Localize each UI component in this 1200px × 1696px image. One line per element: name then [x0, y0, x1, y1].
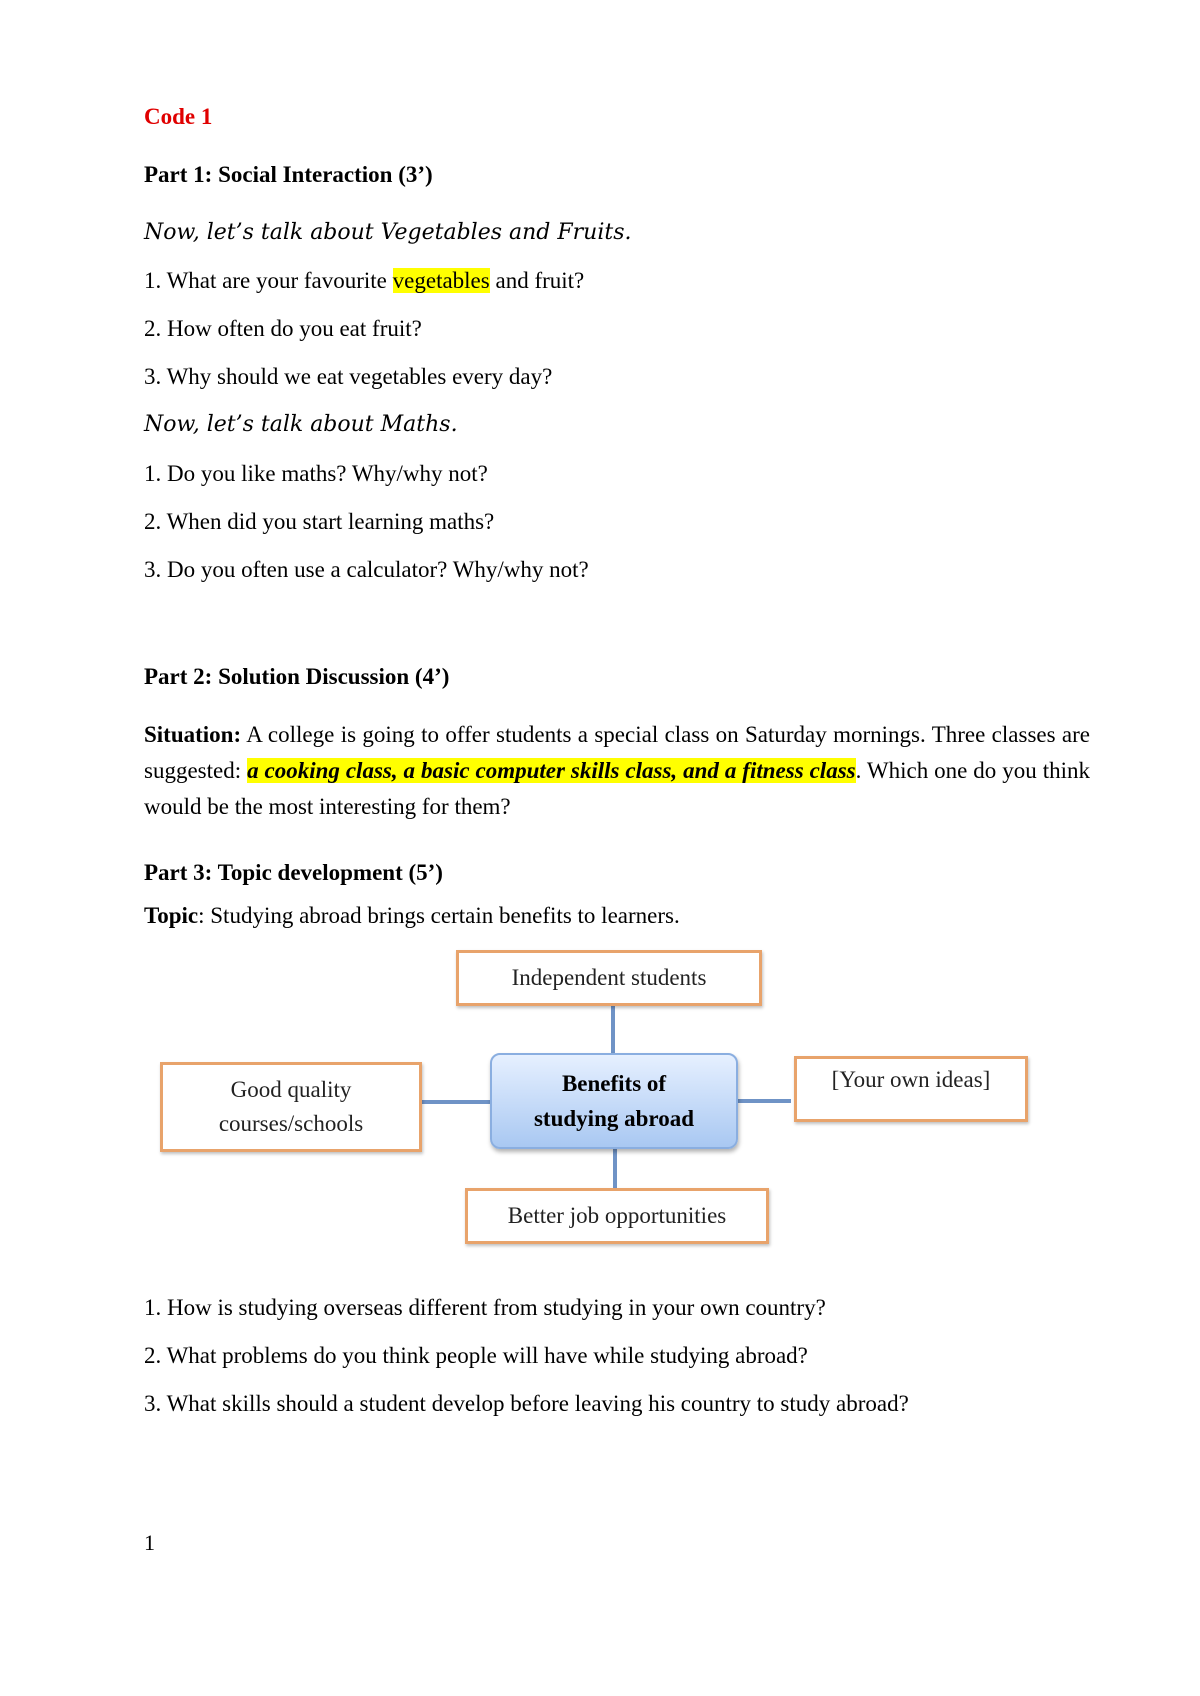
part3-question-3: 3. What skills should a student develop before leaving his country to study abroad? — [144, 1391, 909, 1416]
topic-text: : Studying abroad brings certain benefits to learners. — [198, 903, 680, 928]
connector-left — [422, 1100, 490, 1104]
topic-intro-maths: Now, let’s talk about Maths. — [144, 412, 458, 437]
connector-right — [735, 1099, 791, 1103]
part1-heading: Part 1: Social Interaction (3’) — [144, 162, 433, 187]
part1-question-4: 1. Do you like maths? Why/why not? — [144, 461, 488, 486]
code-label: Code 1 — [144, 104, 213, 129]
idea-box-top: Independent students — [456, 950, 762, 1006]
question-text: and fruit? — [489, 268, 585, 293]
highlighted-word: vegetables — [392, 268, 490, 293]
question-text: 1. What are your favourite — [144, 268, 393, 293]
center-node-label: Benefits of studying abroad — [533, 1071, 694, 1131]
part3-question-2: 2. What problems do you think people will have while studying abroad? — [144, 1343, 808, 1368]
part1-question-2: 2. How often do you eat fruit? — [144, 316, 422, 341]
part1-question-6: 3. Do you often use a calculator? Why/why not? — [144, 557, 589, 582]
situation-question: . Which one do you think would be the most interesting for them? — [144, 758, 1090, 819]
part1-question-1 — [144, 266, 584, 296]
part2-heading: Part 2: Solution Discussion (4’) — [144, 664, 450, 689]
part3-question-1: 1. How is studying overseas different from studying in your own country? — [144, 1295, 826, 1320]
topic-intro-vegetables: Now, let’s talk about Vegetables and Fruits. — [144, 220, 632, 245]
page-number: 1 — [144, 1530, 155, 1555]
situation-text: A college is going to offer students a special class on Saturday mornings. Three classes are suggested: — [144, 722, 1090, 783]
idea-box-bottom: Better job opportunities — [465, 1188, 769, 1244]
center-node — [490, 1053, 738, 1149]
benefits-mind-map — [140, 950, 1060, 1250]
connector-top — [611, 1000, 615, 1053]
topic-label: Topic — [144, 903, 199, 928]
idea-box-left: Good quality courses/schools — [160, 1062, 422, 1152]
idea-box-right: [Your own ideas] — [794, 1056, 1028, 1122]
situation-label: Situation: — [144, 722, 242, 747]
class-options-highlight: a cooking class, a basic computer skills class, and a fitness class — [247, 758, 856, 783]
part1-question-3: 3. Why should we eat vegetables every day? — [144, 364, 553, 389]
topic-line — [144, 901, 680, 931]
situation-paragraph — [144, 717, 1090, 825]
connector-bottom — [613, 1148, 617, 1188]
part3-heading: Part 3: Topic development (5’) — [144, 860, 443, 885]
part1-question-5: 2. When did you start learning maths? — [144, 509, 495, 534]
